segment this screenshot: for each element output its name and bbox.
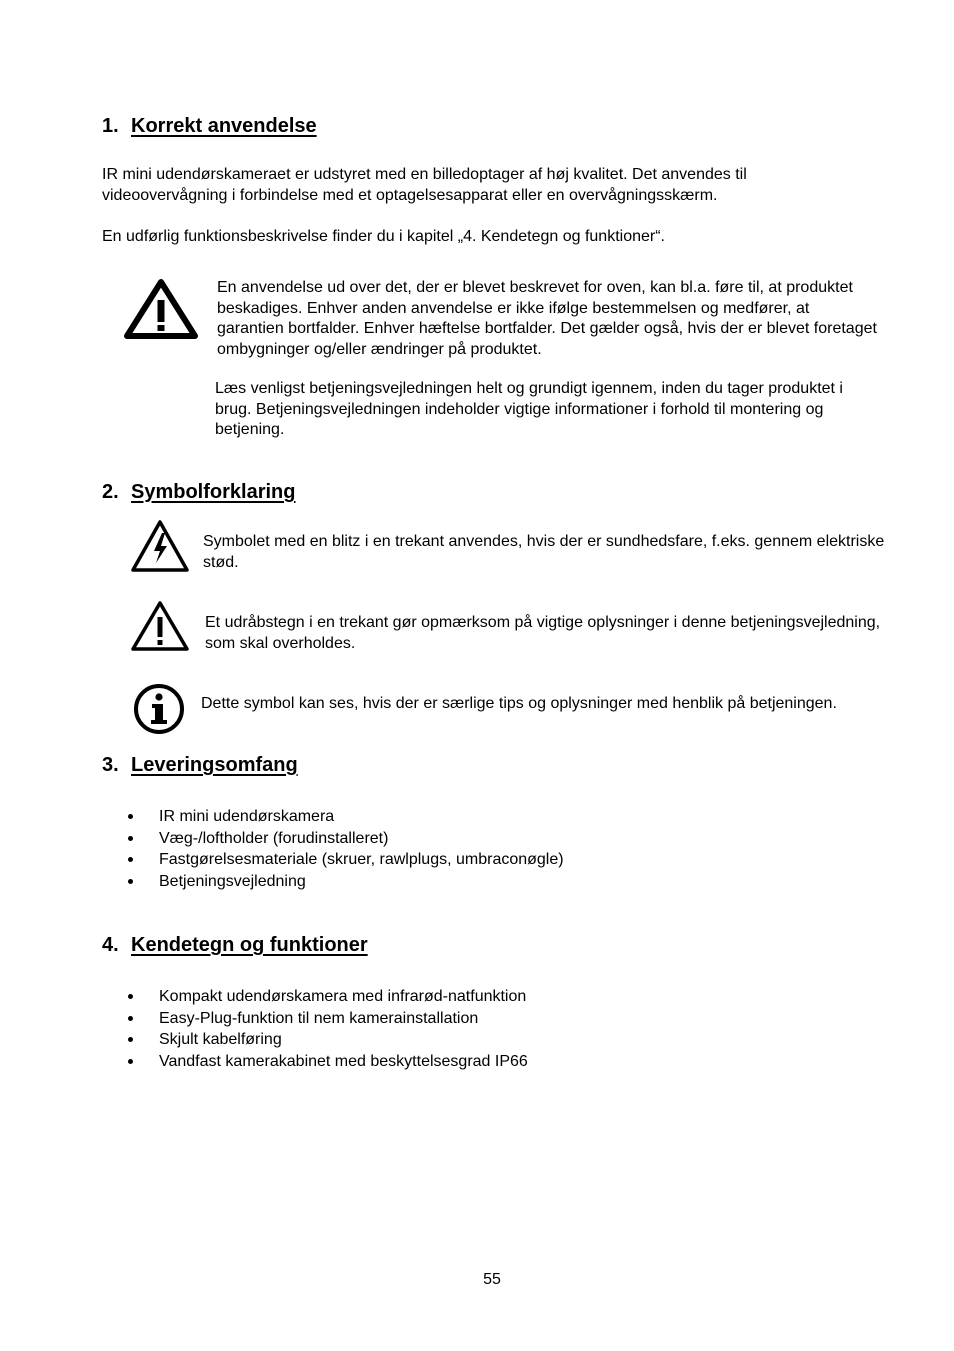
read-manual-paragraph <box>215 379 875 441</box>
exclamation-warning-icon <box>124 278 198 340</box>
paragraph-text: En anvendelse ud over det, der er blevet beskrevet for oven, kan bl.a. føre til, at produktet beskadiges. Enhver anden anvendelse er ikke ifølge bestemmelsen og medfører, at garantien bortfalder. Enhver hæftelse bortfalder. Det gælder også, hvis der er blevet foretaget ombygninger og/eller ændringer på produktet. <box>217 279 877 358</box>
warning-paragraph <box>217 278 877 360</box>
section-title: Korrekt anvendelse <box>131 115 317 137</box>
section-number: 1. <box>102 115 119 137</box>
section-title: Leveringsomfang <box>131 754 298 776</box>
paragraph-text: Dette symbol kan ses, hvis der er særlige tips og oplysninger med henblik på betjeningen. <box>201 695 837 712</box>
symbol-lightning-text <box>203 532 893 573</box>
symbol-exclamation-text <box>205 613 885 654</box>
paragraph-text: Symbolet med en blitz i en trekant anvendes, hvis der er sundhedsfare, f.eks. gennem elektriske stød. <box>203 533 885 571</box>
section-2-heading <box>102 481 295 504</box>
list-item: Væg-/loftholder (forudinstalleret) <box>103 828 803 850</box>
list-item: Betjeningsvejledning <box>103 871 803 893</box>
paragraph-text: En udførlig funktionsbeskrivelse finder du i kapitel „4. Kendetegn og funktioner“. <box>102 228 665 245</box>
list-item: Easy-Plug-funktion til nem kamerainstallation <box>103 1008 803 1030</box>
reference-paragraph <box>102 227 862 248</box>
section-title: Kendetegn og funktioner <box>131 934 368 956</box>
paragraph-text: Et udråbstegn i en trekant gør opmærksom på vigtige oplysninger i denne betjeningsvejledning, som skal overholdes. <box>205 614 881 652</box>
section-title: Symbolforklaring <box>131 481 296 503</box>
section-4-heading <box>102 934 368 957</box>
list-item: Fastgørelsesmateriale (skruer, rawlplugs, umbraconøgle) <box>103 849 803 871</box>
delivery-list <box>103 806 803 892</box>
list-item: IR mini udendørskamera <box>103 806 803 828</box>
lightning-warning-icon <box>129 518 191 574</box>
symbol-info-text <box>201 694 881 715</box>
section-number: 3. <box>102 754 119 776</box>
features-list <box>103 986 803 1072</box>
page-number: 55 <box>483 1271 501 1288</box>
intro-paragraph <box>102 165 842 206</box>
paragraph-text: IR mini udendørskameraet er udstyret med en billedoptager af høj kvalitet. Det anvendes til videoovervågning i forbindelse med et optagelsesapparat eller en overvågningsskærm. <box>102 166 747 204</box>
list-item: Skjult kabelføring <box>103 1029 803 1051</box>
section-number: 4. <box>102 934 119 956</box>
exclamation-warning-icon <box>130 599 190 653</box>
list-item: Vandfast kamerakabinet med beskyttelsesgrad IP66 <box>103 1051 803 1073</box>
list-item: Kompakt udendørskamera med infrarød-natfunktion <box>103 986 803 1008</box>
section-3-heading <box>102 754 298 777</box>
info-icon <box>132 682 186 736</box>
section-number: 2. <box>102 481 119 503</box>
paragraph-text: Læs venligst betjeningsvejledningen helt og grundigt igennem, inden du tager produktet i brug. Betjeningsvejledningen indeholder vigtige informationer i forhold til montering og betjening. <box>215 380 843 438</box>
section-1-heading <box>102 115 317 138</box>
